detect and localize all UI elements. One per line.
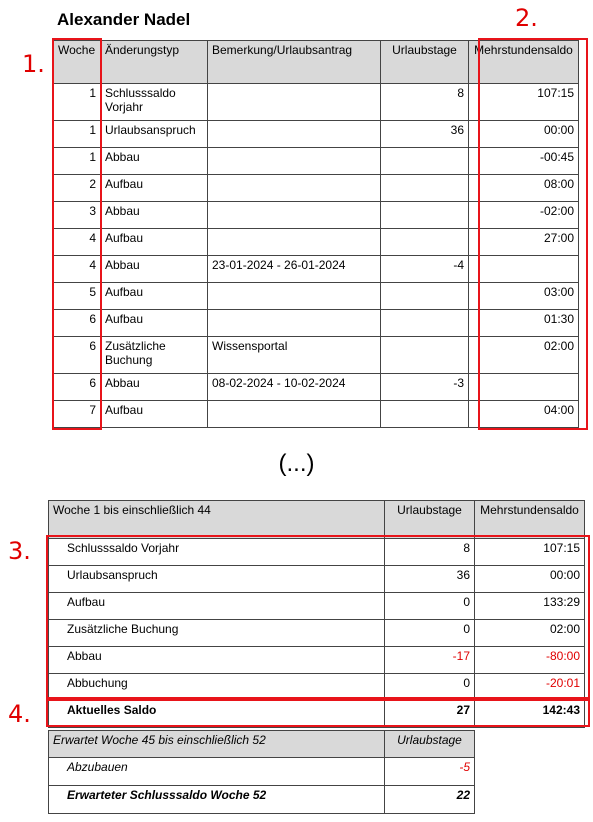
cell-aenderungstyp: Urlaubsanspruch (101, 121, 208, 148)
summary-urlaubstage-header: Urlaubstage (385, 501, 475, 539)
summary-saldo: -20:01 (475, 674, 585, 701)
expected-total-row (49, 786, 475, 814)
cell-urlaubstage (381, 283, 469, 310)
cell-bemerkung: 23-01-2024 - 26-01-2024 (208, 256, 381, 283)
cell-bemerkung (208, 283, 381, 310)
cell-urlaubstage: -4 (381, 256, 469, 283)
callout-4: 4. (8, 700, 31, 728)
cell-bemerkung (208, 84, 381, 121)
cell-mehrstundensaldo: -00:45 (469, 148, 579, 175)
expected-header-row (49, 731, 475, 758)
cell-urlaubstage (381, 148, 469, 175)
cell-aenderungstyp: Aufbau (101, 283, 208, 310)
omission-marker: (...) (278, 450, 315, 477)
summary-saldo-header: Mehrstundensaldo (475, 501, 585, 539)
expected-urlaubstage-header: Urlaubstage (385, 731, 475, 758)
summary-label: Urlaubsanspruch (49, 566, 385, 593)
cell-woche: 4 (54, 229, 101, 256)
cell-aenderungstyp: Abbau (101, 374, 208, 401)
callout-1: 1. (22, 50, 45, 78)
cell-urlaubstage (381, 310, 469, 337)
cell-bemerkung (208, 401, 381, 428)
cell-aenderungstyp: Aufbau (101, 310, 208, 337)
highlight-saldo-column (478, 38, 588, 430)
cell-woche: 5 (54, 283, 101, 310)
cell-woche: 4 (54, 256, 101, 283)
employee-name: Alexander Nadel (57, 10, 191, 29)
summary-urlaubstage: 0 (385, 674, 475, 701)
cell-woche: 6 (54, 310, 101, 337)
cell-urlaubstage: 8 (381, 84, 469, 121)
cell-urlaubstage (381, 175, 469, 202)
summary-label: Zusätzliche Buchung (49, 620, 385, 647)
cell-urlaubstage (381, 202, 469, 229)
summary-label: Schlusssaldo Vorjahr (49, 539, 385, 566)
cell-bemerkung (208, 121, 381, 148)
cell-mehrstundensaldo: 107:15 (469, 84, 579, 121)
summary-urlaubstage: 36 (385, 566, 475, 593)
cell-woche: 1 (54, 121, 101, 148)
summary-saldo: 107:15 (475, 539, 585, 566)
cell-mehrstundensaldo: -02:00 (469, 202, 579, 229)
cell-aenderungstyp: Aufbau (101, 229, 208, 256)
col-woche: Woche (54, 41, 101, 84)
cell-aenderungstyp: Aufbau (101, 401, 208, 428)
summary-label: Aufbau (49, 593, 385, 620)
cell-mehrstundensaldo: 03:00 (469, 283, 579, 310)
cell-aenderungstyp: Schlusssaldo Vorjahr (101, 84, 208, 121)
cell-woche: 6 (54, 337, 101, 374)
col-urlaubstage: Urlaubstage (381, 41, 469, 84)
cell-bemerkung: Wissensportal (208, 337, 381, 374)
cell-mehrstundensaldo: 01:30 (469, 310, 579, 337)
cell-mehrstundensaldo: 08:00 (469, 175, 579, 202)
summary-saldo: 00:00 (475, 566, 585, 593)
current-balance-urlaub: 27 (385, 701, 475, 728)
summary-saldo: 133:29 (475, 593, 585, 620)
summary-urlaubstage: 0 (385, 593, 475, 620)
cell-aenderungstyp: Abbau (101, 256, 208, 283)
callout-3: 3. (8, 537, 31, 565)
cell-mehrstundensaldo: 00:00 (469, 121, 579, 148)
expected-row-label: Abzubauen (49, 758, 385, 786)
cell-urlaubstage (381, 229, 469, 256)
cell-woche: 1 (54, 148, 101, 175)
summary-urlaubstage: -17 (385, 647, 475, 674)
summary-urlaubstage: 0 (385, 620, 475, 647)
cell-woche: 1 (54, 84, 101, 121)
cell-woche: 3 (54, 202, 101, 229)
summary-saldo: 02:00 (475, 620, 585, 647)
cell-bemerkung (208, 175, 381, 202)
cell-mehrstundensaldo: 27:00 (469, 229, 579, 256)
col-bemerkung: Bemerkung/Urlaubsantrag (208, 41, 381, 84)
summary-label: Abbuchung (49, 674, 385, 701)
expected-table (48, 730, 475, 814)
cell-bemerkung: 08-02-2024 - 10-02-2024 (208, 374, 381, 401)
highlight-current-balance (46, 699, 590, 727)
col-mehrstundensaldo: Mehrstundensaldo (469, 41, 579, 84)
cell-mehrstundensaldo: 02:00 (469, 337, 579, 374)
cell-aenderungstyp: Abbau (101, 148, 208, 175)
cell-woche: 2 (54, 175, 101, 202)
cell-urlaubstage (381, 401, 469, 428)
cell-urlaubstage: 36 (381, 121, 469, 148)
summary-saldo: -80:00 (475, 647, 585, 674)
callout-2: 2. (515, 4, 538, 32)
highlight-woche-column (52, 38, 102, 430)
col-aenderungstyp: Änderungstyp (101, 41, 208, 84)
expected-total-urlaub: 22 (385, 786, 475, 814)
current-balance-label: Aktuelles Saldo (49, 701, 385, 728)
summary-label: Abbau (49, 647, 385, 674)
expected-period-header: Erwartet Woche 45 bis einschließlich 52 (49, 731, 385, 758)
summary-period-header: Woche 1 bis einschließlich 44 (49, 501, 385, 539)
expected-total-label: Erwarteter Schlusssaldo Woche 52 (49, 786, 385, 814)
cell-urlaubstage: -3 (381, 374, 469, 401)
summary-header-row (49, 501, 585, 539)
highlight-summary-rows (46, 535, 590, 699)
cell-aenderungstyp: Abbau (101, 202, 208, 229)
expected-row (49, 758, 475, 786)
summary-urlaubstage: 8 (385, 539, 475, 566)
cell-urlaubstage (381, 337, 469, 374)
cell-aenderungstyp: Zusätzliche Buchung (101, 337, 208, 374)
cell-bemerkung (208, 202, 381, 229)
cell-aenderungstyp: Aufbau (101, 175, 208, 202)
expected-row-urlaub: -5 (385, 758, 475, 786)
cell-woche: 6 (54, 374, 101, 401)
cell-bemerkung (208, 229, 381, 256)
cell-bemerkung (208, 148, 381, 175)
cell-woche: 7 (54, 401, 101, 428)
cell-mehrstundensaldo: 04:00 (469, 401, 579, 428)
current-balance-saldo: 142:43 (475, 701, 585, 728)
cell-bemerkung (208, 310, 381, 337)
